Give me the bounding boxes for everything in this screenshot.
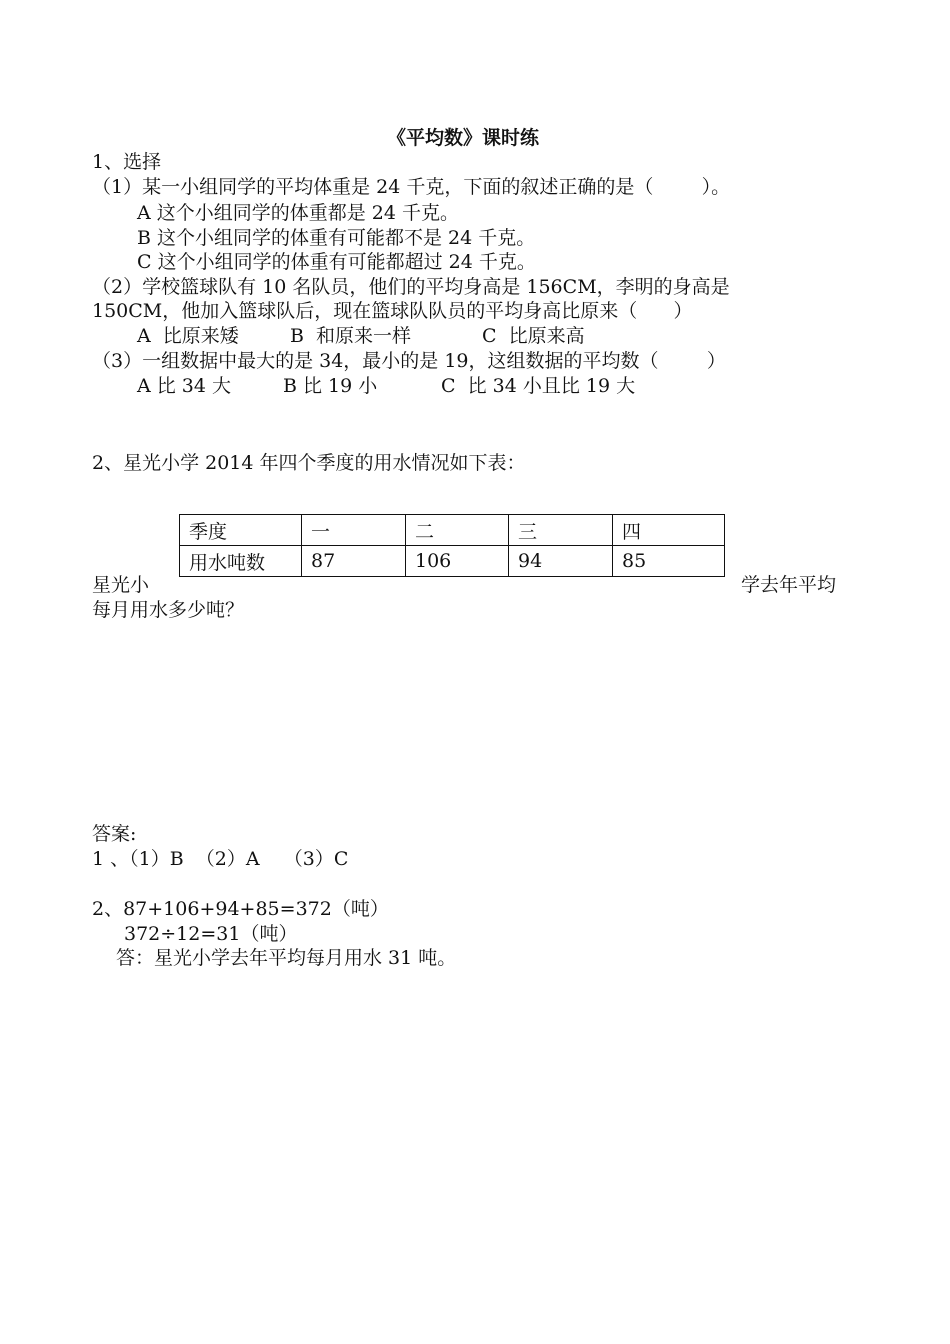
answers-heading: 答案: [92,823,137,845]
question-text-right: 学去年平均 [741,574,837,596]
answer-line-2: 2、87+106+94+85=372（吨） [92,898,389,920]
q2-stem-line2: 150CM，他加入篮球队后，现在篮球队队员的平均身高比原来（ ） [92,300,693,322]
table-cell: 季度 [180,515,302,546]
answer-line-4: 答：星光小学去年平均每月用水 31 吨。 [116,947,457,969]
q1-option-a: A 这个小组同学的体重都是 24 千克。 [137,202,460,224]
table-row [180,546,725,577]
table-cell: 106 [406,546,509,577]
question-text-left: 星光小 [92,574,150,596]
table-cell: 用水吨数 [180,546,302,577]
q3-option-c: C 比 34 小且比 19 大 [441,375,636,397]
q2-option-a: A 比原来矮 [137,325,239,347]
water-usage-table [179,514,725,577]
table-cell: 94 [509,546,613,577]
table-cell: 一 [302,515,406,546]
q3-option-a: A 比 34 大 [137,375,232,397]
table-cell: 四 [613,515,725,546]
q3-option-b: B 比 19 小 [283,375,378,397]
section1-heading: 1、选择 [92,151,162,173]
table-cell: 85 [613,546,725,577]
q1-option-c: C 这个小组同学的体重有可能都超过 24 千克。 [137,251,536,273]
answer-line-3: 372÷12=31（吨） [124,923,298,945]
page-title: 《平均数》课时练 [387,127,540,149]
answer-line-1: 1 、（1）B （2）A （3）C [92,848,349,870]
question-text-line2: 每月用水多少吨？ [92,599,245,621]
table-cell: 三 [509,515,613,546]
table-cell: 二 [406,515,509,546]
table-header-row [180,515,725,546]
table-cell: 87 [302,546,406,577]
q3-stem: （3）一组数据中最大的是 34，最小的是 19，这组数据的平均数（ ） [92,350,726,372]
section2-heading: 2、星光小学 2014 年四个季度的用水情况如下表： [92,452,526,474]
q2-option-c: C 比原来高 [482,325,585,347]
q1-stem: （1）某一小组同学的平均体重是 24 千克，下面的叙述正确的是（ ）。 [92,176,731,198]
q1-option-b: B 这个小组同学的体重有可能都不是 24 千克。 [137,227,536,249]
q2-stem-line1: （2）学校篮球队有 10 名队员，他们的平均身高是 156CM，李明的身高是 [92,276,730,298]
q2-option-b: B 和原来一样 [290,325,412,347]
